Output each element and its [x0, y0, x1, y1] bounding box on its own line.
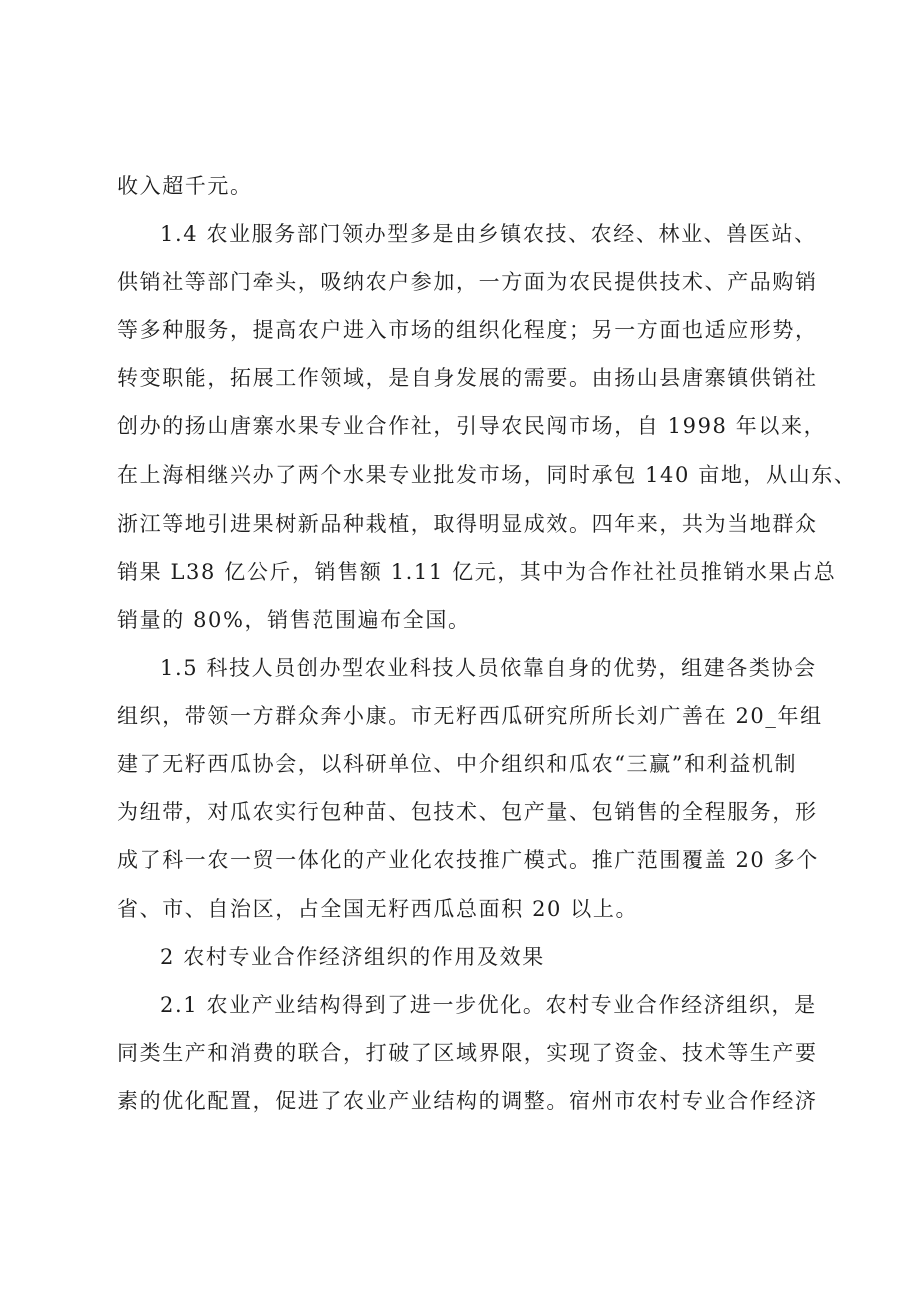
text-line: 1.5 科技人员创办型农业科技人员依靠自身的优势，组建各类协会	[160, 656, 817, 680]
text-line: 创办的扬山唐寨水果专业合作社，引导农民闯市场，自 1998 年以来，	[117, 414, 827, 438]
text-line: 转变职能，拓展工作领域，是自身发展的需要。由扬山县唐寨镇供销社	[117, 366, 818, 390]
text-line: 省、市、自治区，占全国无籽西瓜总面积 20 以上。	[117, 897, 639, 921]
text-line: 建了无籽西瓜协会，以科研单位、中介组织和瓜农“三赢”和利益机制	[117, 752, 798, 776]
text-line: 组织，带领一方群众奔小康。市无籽西瓜研究所所长刘广善在 20_年组	[117, 704, 823, 728]
text-line: 1.4 农业服务部门领办型多是由乡镇农技、农经、林业、兽医站、	[160, 222, 817, 246]
text-line: 销量的 80%，销售范围遍布全国。	[117, 608, 471, 632]
text-line: 同类生产和消费的联合，打破了区域界限，实现了资金、技术等生产要	[117, 1041, 818, 1065]
text-line: 供销社等部门牵头，吸纳农户参加，一方面为农民提供技术、产品购销	[117, 270, 818, 294]
text-line: 成了科一农一贸一体化的产业化农技推广模式。推广范围覆盖 20 多个	[117, 848, 819, 872]
text-line: 素的优化配置，促进了农业产业结构的调整。宿州市农村专业合作经济	[117, 1089, 818, 1113]
text-line: 收入超千元。	[117, 174, 253, 198]
text-line: 2.1 农业产业结构得到了进一步优化。农村专业合作经济组织，是	[160, 993, 817, 1017]
text-line: 为纽带，对瓜农实行包种苗、包技术、包产量、包销售的全程服务，形	[117, 800, 818, 824]
section-heading: 2 农村专业合作经济组织的作用及效果	[160, 945, 545, 969]
text-line: 等多种服务，提高农户进入市场的组织化程度；另一方面也适应形势，	[117, 318, 818, 342]
text-line: 销果 L38 亿公斤，销售额 1.11 亿元，其中为合作社社员推销水果占总	[117, 560, 837, 584]
text-line: 浙江等地引进果树新品种栽植，取得明显成效。四年来，共为当地群众	[117, 512, 818, 536]
text-line: 在上海相继兴办了两个水果专业批发市场，同时承包 140 亩地，从山东、	[117, 463, 857, 487]
